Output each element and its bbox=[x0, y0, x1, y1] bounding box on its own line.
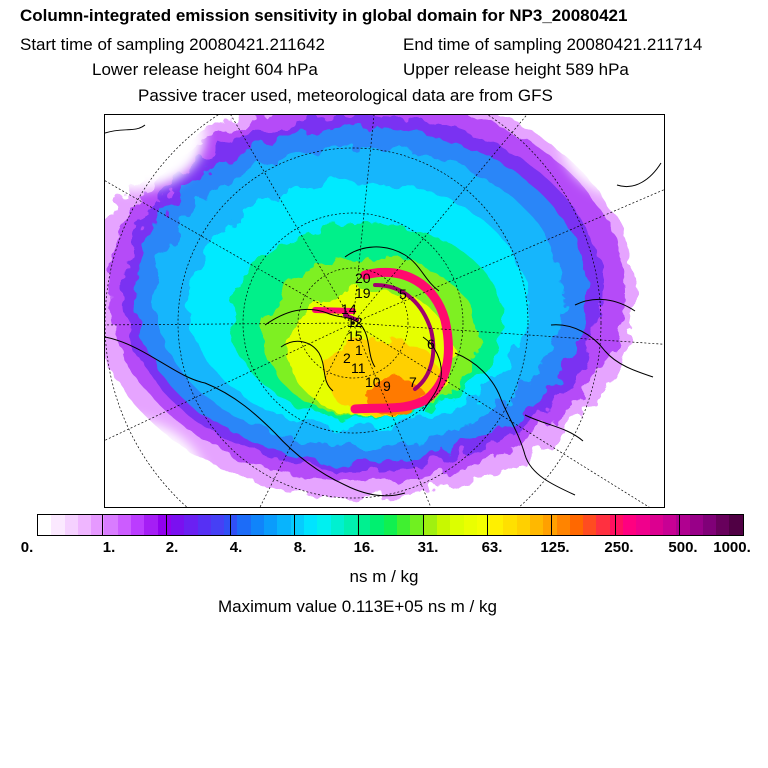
colorbar-swatch bbox=[623, 515, 636, 535]
colorbar-tick-label: 1000. bbox=[713, 539, 751, 556]
colorbar-swatch bbox=[570, 515, 583, 535]
trajectory-label: 20 bbox=[355, 270, 371, 286]
colorbar-tick-label: 16. bbox=[353, 539, 375, 556]
trajectory-label: 7 bbox=[409, 374, 417, 390]
colorbar-swatch bbox=[650, 515, 663, 535]
colorbar-swatch bbox=[277, 515, 290, 535]
colorbar-swatch bbox=[384, 515, 397, 535]
colorbar-separator bbox=[294, 515, 295, 535]
trajectory-label: 14 bbox=[341, 301, 357, 317]
cutout-se bbox=[570, 435, 664, 507]
colorbar-tick-label: 0. bbox=[20, 539, 34, 556]
lower-release-height: Lower release height 604 hPa bbox=[92, 60, 318, 79]
colorbar-separator bbox=[423, 515, 424, 535]
colorbar-swatch bbox=[118, 515, 131, 535]
colorbar-swatch bbox=[184, 515, 197, 535]
colorbar-swatch bbox=[690, 515, 703, 535]
colorbar-swatch bbox=[437, 515, 450, 535]
colorbar-separator bbox=[679, 515, 680, 535]
colorbar-swatch bbox=[251, 515, 264, 535]
colorbar-swatch bbox=[237, 515, 250, 535]
colorbar-tick-label: 125. bbox=[540, 539, 570, 556]
colorbar-swatch bbox=[51, 515, 64, 535]
emission-sensitivity-map bbox=[104, 114, 665, 508]
colorbar-separator bbox=[102, 515, 103, 535]
colorbar-tick-label: 8. bbox=[293, 539, 307, 556]
colorbar-swatch bbox=[663, 515, 676, 535]
plot-title: Column-integrated emission sensitivity in global domain for NP3_20080421 bbox=[20, 6, 628, 25]
colorbar-swatch bbox=[291, 515, 304, 535]
colorbar-swatch bbox=[729, 515, 742, 535]
colorbar-tick-label: 500. bbox=[668, 539, 698, 556]
trajectory-label: 11 bbox=[351, 360, 366, 376]
colorbar-tick-label: 31. bbox=[417, 539, 439, 556]
colorbar-units: ns m / kg bbox=[349, 567, 419, 586]
trajectory-label: 1 bbox=[355, 342, 363, 358]
trajectory-label: 6 bbox=[427, 336, 435, 352]
colorbar-separator bbox=[230, 515, 231, 535]
colorbar-separator bbox=[358, 515, 359, 535]
colorbar-swatch bbox=[596, 515, 609, 535]
colorbar-separator bbox=[166, 515, 167, 535]
colorbar-tick-label: 1. bbox=[102, 539, 116, 556]
colorbar-swatch bbox=[264, 515, 277, 535]
trajectory-label: 12 bbox=[347, 314, 363, 330]
colorbar-swatch bbox=[557, 515, 570, 535]
colorbar-swatch bbox=[450, 515, 463, 535]
colorbar-swatch bbox=[503, 515, 516, 535]
tracer-note: Passive tracer used, meteorological data are from GFS bbox=[138, 86, 553, 105]
colorbar-swatch bbox=[144, 515, 157, 535]
colorbar-swatch bbox=[397, 515, 410, 535]
colorbar-swatch bbox=[716, 515, 729, 535]
trajectory-label: 15 bbox=[347, 328, 363, 344]
colorbar-swatch bbox=[171, 515, 184, 535]
trajectory-label: 5 bbox=[399, 286, 407, 302]
colorbar-swatch bbox=[198, 515, 211, 535]
upper-release-height: Upper release height 589 hPa bbox=[403, 60, 629, 79]
colorbar-swatch bbox=[636, 515, 649, 535]
colorbar-swatch bbox=[464, 515, 477, 535]
colorbar-swatch bbox=[211, 515, 224, 535]
start-time: Start time of sampling 20080421.211642 bbox=[20, 35, 325, 54]
colorbar-separator bbox=[615, 515, 616, 535]
colorbar-swatch bbox=[331, 515, 344, 535]
colorbar-swatch bbox=[304, 515, 317, 535]
colorbar bbox=[37, 514, 744, 536]
colorbar-tick-label: 63. bbox=[481, 539, 503, 556]
colorbar-swatch bbox=[610, 515, 623, 535]
sampling-times bbox=[20, 35, 703, 55]
trajectory-label: 19 bbox=[355, 285, 371, 301]
colorbar-swatch bbox=[517, 515, 530, 535]
colorbar-swatch bbox=[78, 515, 91, 535]
maximum-value: Maximum value 0.113E+05 ns m / kg bbox=[218, 597, 497, 616]
colorbar-swatch bbox=[38, 515, 51, 535]
colorbar-swatch bbox=[424, 515, 437, 535]
colorbar-swatch bbox=[131, 515, 144, 535]
colorbar-swatch bbox=[158, 515, 171, 535]
colorbar-swatch bbox=[477, 515, 490, 535]
trajectory-label: 9 bbox=[383, 378, 391, 394]
colorbar-tick-label: 250. bbox=[604, 539, 634, 556]
colorbar-separator bbox=[487, 515, 488, 535]
colorbar-tick-label: 2. bbox=[165, 539, 179, 556]
trajectory-label: 2 bbox=[343, 350, 351, 366]
colorbar-swatch bbox=[104, 515, 117, 535]
trajectory-label: 10 bbox=[365, 374, 381, 390]
colorbar-swatch bbox=[317, 515, 330, 535]
map-svg bbox=[105, 115, 664, 507]
colorbar-separator bbox=[551, 515, 552, 535]
colorbar-swatch bbox=[65, 515, 78, 535]
colorbar-swatch bbox=[344, 515, 357, 535]
release-heights bbox=[92, 60, 629, 80]
colorbar-swatch bbox=[370, 515, 383, 535]
colorbar-swatch bbox=[490, 515, 503, 535]
colorbar-swatch bbox=[583, 515, 596, 535]
end-time: End time of sampling 20080421.211714 bbox=[403, 35, 703, 54]
colorbar-tick-label: 4. bbox=[229, 539, 243, 556]
colorbar-swatch bbox=[530, 515, 543, 535]
colorbar-swatch bbox=[703, 515, 716, 535]
